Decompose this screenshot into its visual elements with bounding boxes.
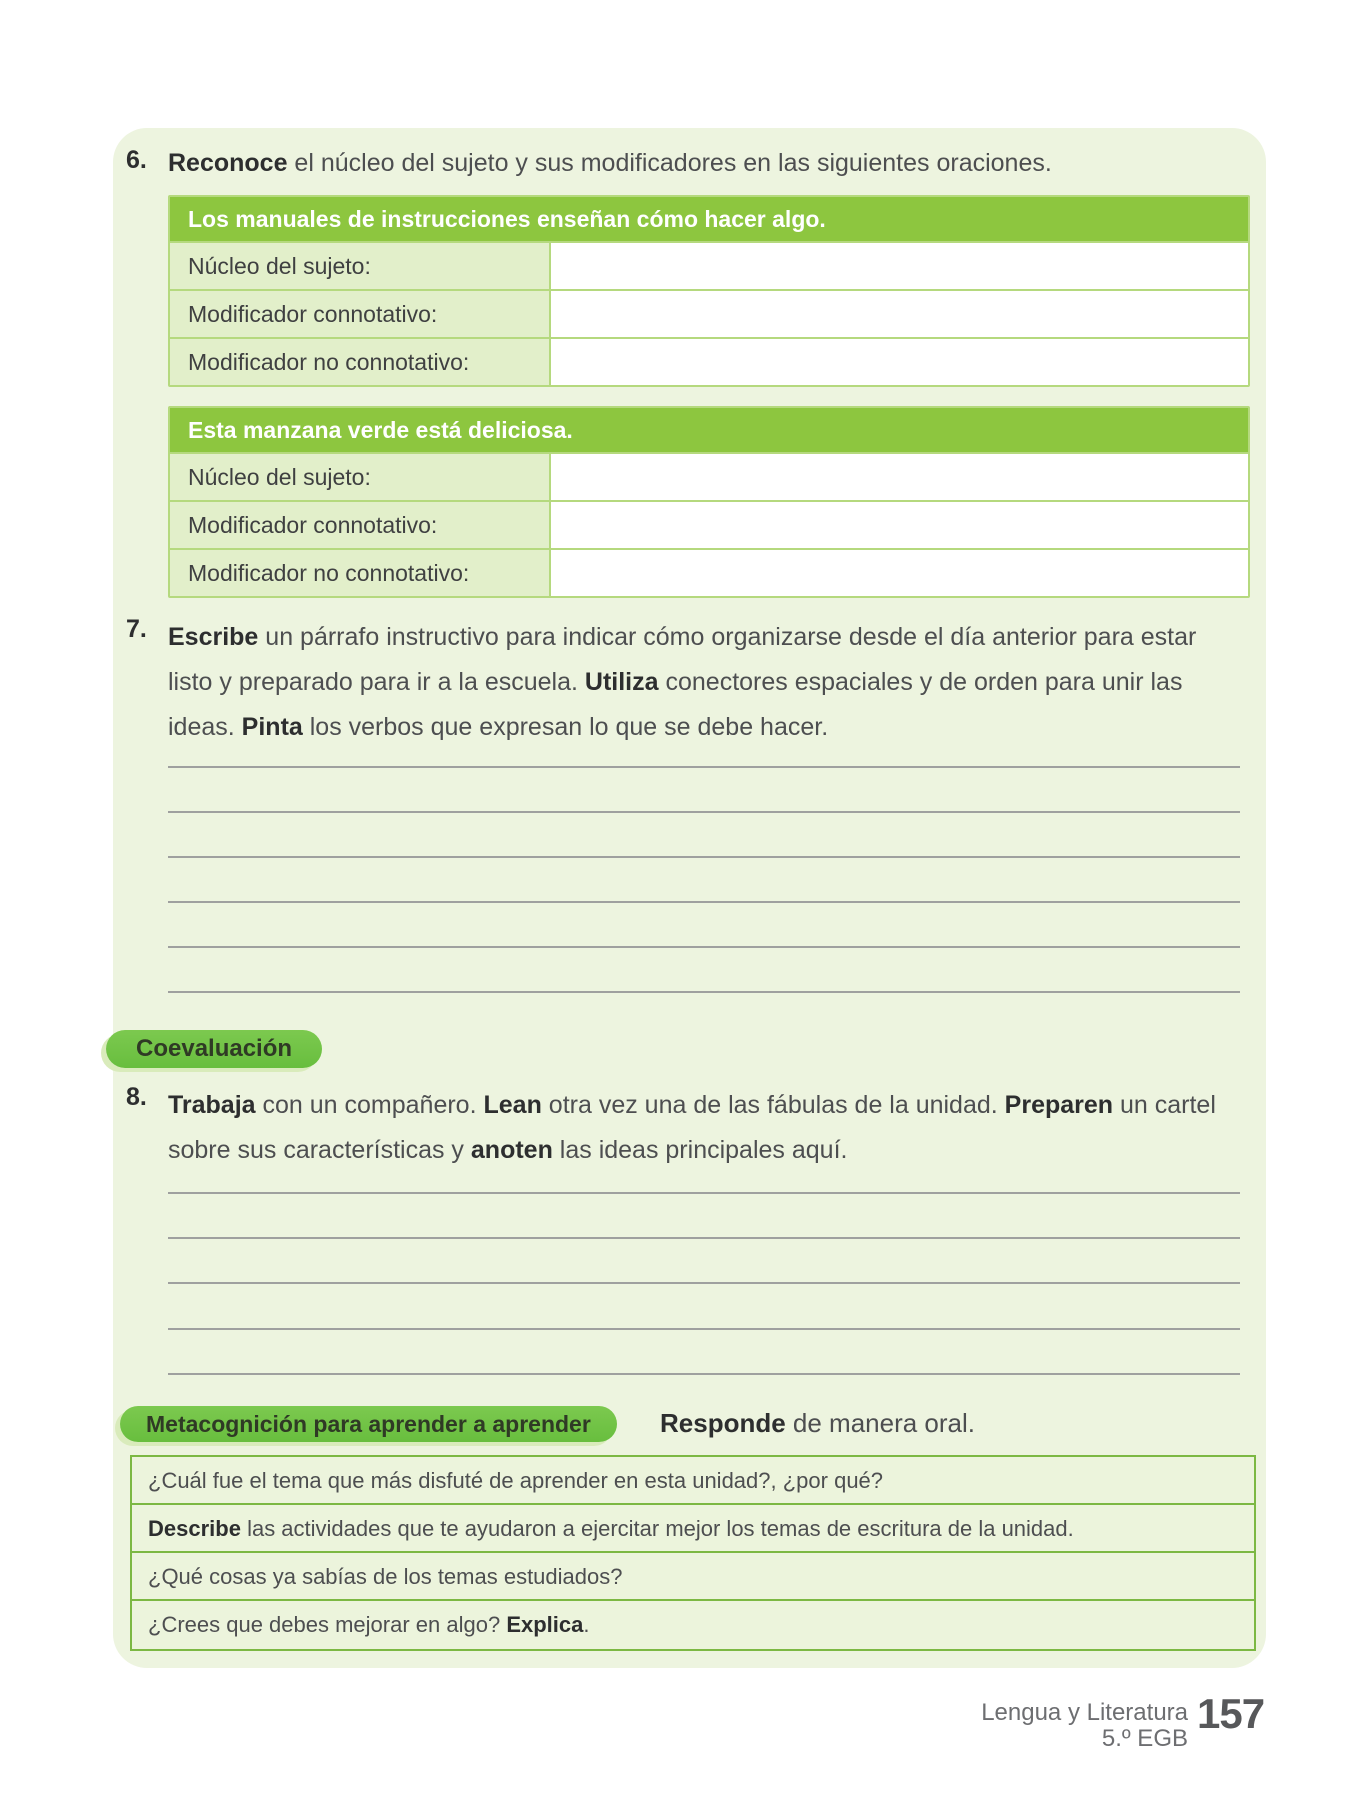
writing-line[interactable] <box>168 991 1240 993</box>
sentence-table-1 <box>168 195 1250 387</box>
question-row: Describe las actividades que te ayudaron a ejercitar mejor los temas de escritura de la unidad. <box>132 1505 1254 1553</box>
table-row <box>170 452 1248 500</box>
row-label-mod-connotativo: Modificador connotativo: <box>170 291 551 337</box>
writing-line[interactable] <box>168 946 1240 948</box>
row-label-mod-connotativo: Modificador connotativo: <box>170 502 551 548</box>
question-row: ¿Cuál fue el tema que más disfuté de aprender en esta unidad?, ¿por qué? <box>132 1457 1254 1505</box>
workbook-page-card <box>113 128 1266 1668</box>
exercise-7-number: 7. <box>126 615 147 643</box>
row-label-nucleo: Núcleo del sujeto: <box>170 454 551 500</box>
answer-cell-nucleo[interactable] <box>551 454 1248 500</box>
exercise-6-number: 6. <box>126 146 147 174</box>
page-number: 157 <box>1197 1690 1265 1737</box>
row-label-mod-no-connotativo: Modificador no connotativo: <box>170 550 551 596</box>
footer-subject: Lengua y Literatura <box>981 1699 1188 1726</box>
writing-line[interactable] <box>168 1237 1240 1239</box>
metacognition-question-table <box>130 1455 1256 1651</box>
footer-grade: 5.º EGB <box>1101 1725 1188 1752</box>
question-row: ¿Qué cosas ya sabías de los temas estudiados? <box>132 1553 1254 1601</box>
responde-instruction: Responde de manera oral. <box>660 1408 976 1438</box>
writing-line[interactable] <box>168 1192 1240 1194</box>
table-row <box>170 500 1248 548</box>
coevaluacion-badge: Coevaluación <box>106 1030 322 1068</box>
sentence-table-1-header: Los manuales de instrucciones enseñan cómo hacer algo. <box>170 197 1248 241</box>
exercise-6-instruction: Reconoce el núcleo del sujeto y sus modificadores en las siguientes oraciones. <box>168 149 1052 177</box>
table-row <box>170 337 1248 385</box>
table-row <box>170 548 1248 596</box>
exercise-8-number: 8. <box>126 1083 147 1111</box>
question-row: ¿Crees que debes mejorar en algo? Explica. <box>148 1612 590 1637</box>
answer-cell-mod-no-connotativo[interactable] <box>551 339 1248 385</box>
table-row <box>170 289 1248 337</box>
answer-cell-mod-connotativo[interactable] <box>551 291 1248 337</box>
metacognicion-badge: Metacognición para aprender a aprender <box>120 1406 617 1442</box>
writing-line[interactable] <box>168 766 1240 768</box>
sentence-table-2 <box>168 406 1250 598</box>
writing-line[interactable] <box>168 901 1240 903</box>
writing-line[interactable] <box>168 811 1240 813</box>
row-label-mod-no-connotativo: Modificador no connotativo: <box>170 339 551 385</box>
answer-cell-nucleo[interactable] <box>551 243 1248 289</box>
writing-line[interactable] <box>168 856 1240 858</box>
writing-line[interactable] <box>168 1373 1240 1375</box>
footer-book-info <box>981 1700 1188 1752</box>
table-row <box>170 241 1248 289</box>
writing-line[interactable] <box>168 1328 1240 1330</box>
sentence-table-2-header: Esta manzana verde está deliciosa. <box>170 408 1248 452</box>
exercise-7-instruction: Escribe un párrafo instructivo para indicar cómo organizarse desde el día anterior para estar listo y preparado para ir a la escuela. Utiliza conectores espaciales y de orden para unir las ideas. Pinta los verbos que expresan lo que se debe hacer. <box>168 623 1197 741</box>
answer-cell-mod-no-connotativo[interactable] <box>551 550 1248 596</box>
exercise-8-instruction: Trabaja con un compañero. Lean otra vez una de las fábulas de la unidad. Preparen un cartel sobre sus características y anoten las ideas principales aquí. <box>168 1091 1216 1164</box>
writing-line[interactable] <box>168 1282 1240 1284</box>
answer-cell-mod-connotativo[interactable] <box>551 502 1248 548</box>
row-label-nucleo: Núcleo del sujeto: <box>170 243 551 289</box>
